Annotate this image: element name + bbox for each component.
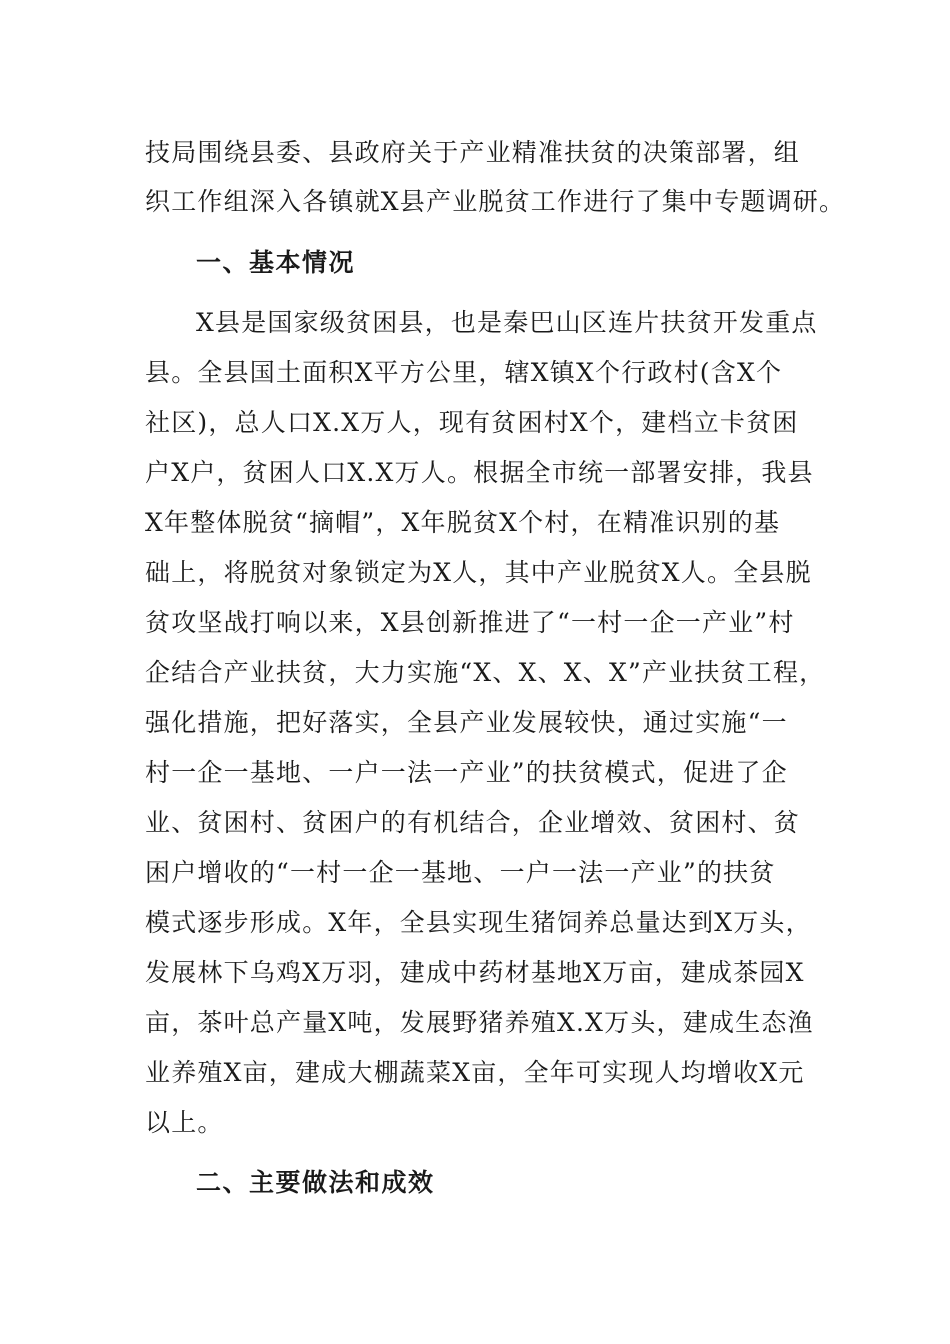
- paragraph-line-16: 业养殖X亩，建成大棚蔬菜X亩，全年可实现人均增收X元: [145, 1058, 805, 1087]
- paragraph-line-10: 村一企一基地、一户一法一产业”的扶贫模式，促进了企: [145, 758, 788, 787]
- section-1-heading: 一、基本情况: [196, 248, 356, 277]
- paragraph-line-17: 以上。: [145, 1108, 224, 1137]
- paragraph-line-7: 贫攻坚战打响以来，X县创新推进了“一村一企一产业”村: [145, 608, 795, 637]
- paragraph-line-1: X县是国家级贫困县，也是秦巴山区连片扶贫开发重点: [196, 308, 818, 337]
- paragraph-line-8: 企结合产业扶贫，大力实施“X、X、X、X”产业扶贫工程，: [145, 658, 826, 687]
- intro-line-1: 技局围绕县委、县政府关于产业精准扶贫的决策部署，组: [145, 138, 801, 167]
- intro-line-2: 织工作组深入各镇就X县产业脱贫工作进行了集中专题调研。: [145, 187, 846, 216]
- paragraph-line-6: 础上，将脱贫对象锁定为X人，其中产业脱贫X人。全县脱: [145, 558, 812, 587]
- paragraph-line-5: X年整体脱贫“摘帽”，X年脱贫X个村，在精准识别的基: [145, 508, 781, 537]
- paragraph-line-4: 户X户，贫困人口X.X万人。根据全市统一部署安排，我县: [145, 458, 814, 487]
- section-2-heading: 二、主要做法和成效: [196, 1168, 435, 1197]
- paragraph-line-3: 社区)，总人口X.X万人，现有贫困村X个，建档立卡贫困: [145, 408, 799, 437]
- paragraph-line-14: 发展林下乌鸡X万羽，建成中药材基地X万亩，建成茶园X: [145, 958, 805, 987]
- paragraph-line-13: 模式逐步形成。X年，全县实现生猪饲养总量达到X万头，: [145, 908, 812, 937]
- paragraph-line-15: 亩，茶叶总产量X吨，发展野猪养殖X.X万头，建成生态渔: [145, 1008, 814, 1037]
- paragraph-line-11: 业、贫困村、贫困户的有机结合，企业增效、贫困村、贫: [145, 808, 801, 837]
- paragraph-line-9: 强化措施，把好落实，全县产业发展较快，通过实施“一: [145, 708, 788, 737]
- paragraph-line-12: 困户增收的“一村一企一基地、一户一法一产业”的扶贫: [145, 858, 776, 887]
- paragraph-line-2: 县。全县国土面积X平方公里，辖X镇X个行政村(含X个: [145, 358, 783, 387]
